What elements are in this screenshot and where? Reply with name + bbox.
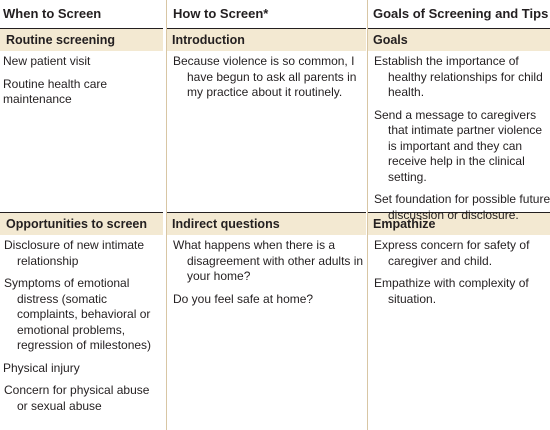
- list-item: Empathize with complexity of situation.: [374, 276, 529, 306]
- list-item: Express concern for safety of caregiver and child.: [374, 238, 530, 268]
- band-goals: Goals: [368, 29, 550, 51]
- list-item: Disclosure of new intimate relationship: [4, 238, 145, 268]
- band-indirect-questions: Indirect questions: [167, 212, 366, 235]
- list-item: Routine health care maintenance: [3, 76, 108, 106]
- list-item: Set foundation for possible future discussion or disclosure.: [374, 192, 550, 222]
- column-how-to-screen: [166, 0, 366, 430]
- list-item: Do you feel safe at home?: [173, 291, 314, 306]
- list-item: Send a message to caregivers that intimate partner violence is important and they can receive help in the clinical setting.: [374, 107, 543, 184]
- list-item: Because violence is so common, I have begun to ask all parents in my practice about it routinely.: [173, 54, 357, 99]
- column-when-to-screen: [0, 0, 163, 430]
- header-goals-and-tips: Goals of Screening and Tips: [368, 0, 550, 29]
- header-how-to-screen: How to Screen*: [167, 0, 366, 29]
- list-item: What happens when there is a disagreement with other adults in your home?: [173, 238, 364, 283]
- list-item: New patient visit: [3, 54, 91, 68]
- section-routine-col3: [368, 29, 550, 222]
- section-routine-col1: [0, 29, 163, 212]
- section-routine-col2: [167, 29, 366, 212]
- list-item: Establish the importance of healthy relationships for child health.: [374, 54, 543, 99]
- header-when-to-screen: When to Screen: [0, 0, 163, 29]
- band-introduction: Introduction: [167, 29, 366, 51]
- band-routine-screening: Routine screening: [0, 29, 163, 51]
- list-item: Symptoms of emotional distress (somatic complaints, behavioral or emotional problems, regression of milestones): [4, 276, 152, 352]
- band-empathize: Empathize: [368, 212, 550, 235]
- list-item: Concern for physical abuse or sexual abuse: [4, 383, 150, 413]
- band-opportunities-to-screen: Opportunities to screen: [0, 212, 163, 235]
- column-goals-and-tips: [367, 0, 550, 430]
- list-item: Physical injury: [3, 360, 80, 375]
